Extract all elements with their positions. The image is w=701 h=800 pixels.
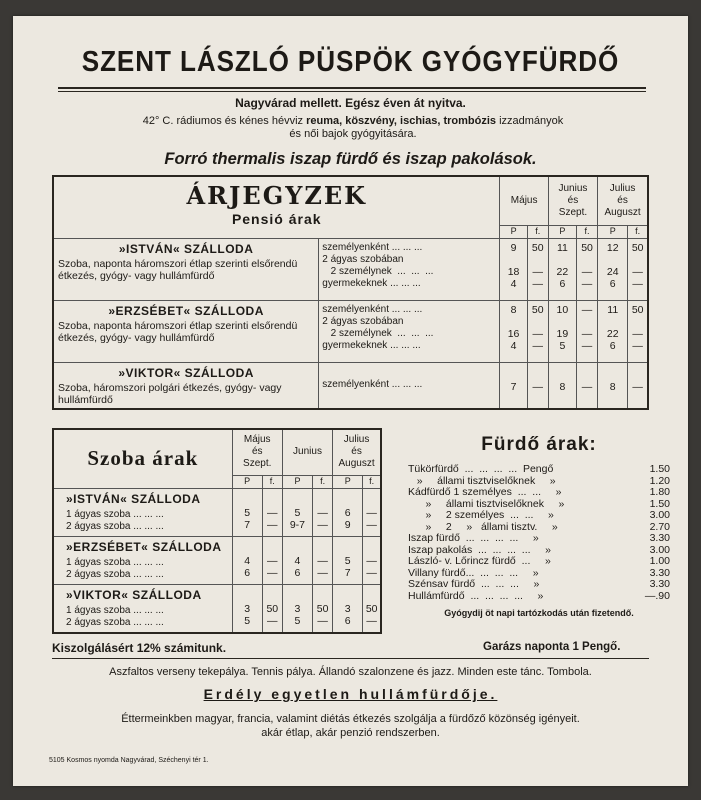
p-header: P — [500, 225, 527, 238]
hotel-name: »ISTVÁN« SZÁLLODA — [118, 241, 254, 256]
f-header: f. — [628, 225, 648, 238]
price-cell: 50 — — [262, 584, 282, 633]
room-price-table: Szoba árak Május és Szept. Junius Julius és Auguszt P f. P f. P f. »ISTVÁN« SZÁLLODA 1 ágyas szoba ... ... ... 2 ágyas szoba ... ... ... 5 7 — — 5 9-7 — — 6 9 — — »ERZSÉBET« SZÁLLODA 1 ágyas szoba ... ... ... 2 ágyas szoba ... ... ... 4 6 — — 4 6 — — 5 7 — — »VIKTOR« SZÁLLODA 1 ágyas szoba ... ... ... 2 ágyas szoba ... ... ... 3 5 50 — 3 5 50 — 3 6 50 — — [52, 428, 382, 634]
col-may-sep: Május és Szept. — [232, 429, 282, 475]
bath-item-price: 1.80 — [649, 486, 670, 498]
price-cell: 50 — — — [628, 300, 648, 362]
room-labels: 1 ágyas szoba ... ... ... 2 ágyas szoba ... ... ... — [66, 604, 164, 628]
hotel-name: »ERZSÉBET« SZÁLLODA — [108, 303, 264, 318]
col-jul-aug: Julius és Auguszt — [598, 176, 648, 225]
restaurant-line-2: akár étlap, akár penzió rendszerben. — [261, 727, 440, 739]
bath-item-label: Villany fürdő... ... ... ... » — [408, 566, 539, 579]
hotel-name: »ERZSÉBET« SZÁLLODA — [66, 539, 222, 554]
bath-item-label: László- v. Lőrincz fürdő ... » — [408, 555, 551, 567]
hotel-desc: Szoba, naponta háromszori étlap szerinti elsőrendü étkezés, gyógy- vagy hullámfürdő — [58, 257, 298, 282]
room-hotel-cell — [53, 536, 232, 584]
pension-price-table — [52, 175, 649, 410]
bath-prices — [408, 434, 670, 618]
bath-item-label: » 2 » állami tisztv. » — [408, 520, 558, 533]
footer-rule — [52, 658, 649, 659]
rate-labels: személyenként ... ... ... 2 ágyas szobában 2 személynek ... ... ... gyermekeknek ... ... ... — [319, 300, 500, 362]
hotel-desc: Szoba, háromszori polgári étkezés, gyógy- vagy hullámfürdő — [58, 381, 282, 406]
bath-item-label: Iszap pakolás ... ... ... ... » — [408, 543, 551, 556]
desc-line2: és női bajok gyógyitására. — [289, 128, 417, 140]
room-labels: 1 ágyas szoba ... ... ... 2 ágyas szoba ... ... ... — [66, 556, 164, 580]
price-cell: 5 9-7 — [282, 488, 312, 536]
price-cell: 50 — — [363, 584, 381, 633]
price-cell: 5 7 — [232, 488, 262, 536]
bath-item-price: 1.50 — [649, 463, 670, 475]
price-cell: 5 7 — [333, 536, 363, 584]
price-cell: 11 22 6 — [548, 238, 576, 300]
slogan: Erdély egyetlen hullámfürdője. — [203, 686, 498, 702]
bath-item-price: 3.00 — [649, 509, 670, 521]
bath-item-label: » állami tisztviselőknek » — [408, 474, 556, 487]
bath-item-price: 3.00 — [649, 543, 670, 556]
bath-item-price: 1.50 — [649, 497, 670, 510]
hotel-name: »VIKTOR« SZÁLLODA — [66, 587, 202, 602]
price-cell: 50 — — — [576, 238, 597, 300]
hotel-desc: Szoba, naponta háromszori étlap szerinti elsőrendü étkezés, gyógy- vagy hullámfürdő — [58, 319, 298, 344]
tagline: Forró thermalis iszap fürdő és iszap pakolások. — [164, 150, 537, 168]
bath-item-label: Szénsav fürdő ... ... ... » — [408, 578, 540, 590]
price-list-sheet — [13, 16, 688, 786]
price-cell: — — [628, 362, 648, 409]
price-cell: 50 — — — [527, 238, 548, 300]
price-cell: — — — [363, 488, 381, 536]
bath-item-price: 2.70 — [649, 520, 670, 533]
spa-description — [53, 115, 653, 141]
bath-item-price: 1.20 — [649, 474, 670, 487]
price-cell: 3 6 — [333, 584, 363, 633]
printer-imprint: 5105 Kosmos nyomda Nagyvárad, Széchenyi tér 1. — [49, 757, 209, 764]
bath-item-price: 1.00 — [649, 555, 670, 567]
f-header: f. — [527, 225, 548, 238]
bath-item-label: Hullámfürdő ... ... ... ... » — [408, 589, 544, 602]
title-rule-bottom — [58, 91, 646, 92]
price-cell: 4 6 — [232, 536, 262, 584]
bath-item-price: 3.30 — [649, 566, 670, 579]
desc-line1-post: izzadmányok — [499, 115, 564, 127]
desc-line1-pre: 42° C. rádiumos és kénes hévviz — [142, 115, 304, 127]
bath-item-label: » állami tisztviselőknek » — [408, 497, 565, 510]
service-charge: Kiszolgálásért 12% számitunk. — [52, 641, 227, 655]
pension-heading: ÁRJEGYZEK — [186, 181, 367, 210]
subtitle: Nagyvárad mellett. Egész éven át nyitva. — [235, 96, 466, 110]
price-cell: 3 5 — [232, 584, 262, 633]
col-may: Május — [500, 176, 548, 225]
restaurant-line-1: Éttermeinkben magyar, francia, valamint diétás étkezés szolgálja a fürdőző közönség igényeit. — [121, 713, 580, 725]
p-header: P — [598, 225, 628, 238]
page-title: SZENT LÁSZLÓ PÜSPÖK GYÓGYFÜRDŐ — [81, 46, 620, 78]
desc-line1-bold: reuma, köszvény, ischias, trombózis — [306, 115, 497, 127]
pension-header — [53, 176, 500, 238]
price-cell: 8 16 4 — [500, 300, 527, 362]
bath-note: Gyógydij öt napi tartózkodás után fizetendő. — [444, 608, 634, 618]
col-jun-sep: Junius és Szept. — [548, 176, 597, 225]
price-cell: — — [576, 362, 597, 409]
hotel-cell — [53, 300, 319, 362]
price-cell: — — — [262, 536, 282, 584]
price-cell: 8 — [598, 362, 628, 409]
col-jul-aug: Julius és Auguszt — [333, 429, 381, 475]
price-cell: 9 18 4 — [500, 238, 527, 300]
bath-list — [408, 464, 670, 602]
bath-item — [408, 591, 670, 603]
bath-item-price: 3.30 — [649, 578, 670, 590]
price-cell: 8 — [548, 362, 576, 409]
f-header: f. — [576, 225, 597, 238]
bath-item-price: —.90 — [644, 589, 670, 602]
room-heading: Szoba árak — [53, 429, 232, 488]
room-labels: 1 ágyas szoba ... ... ... 2 ágyas szoba ... ... ... — [66, 508, 164, 532]
rate-labels: személyenként ... ... ... — [319, 362, 500, 409]
bath-item-price: 3.30 — [649, 532, 670, 544]
room-hotel-cell — [53, 488, 232, 536]
bath-item-label: Iszap fürdő ... ... ... ... » — [408, 532, 539, 544]
price-cell: — — [527, 362, 548, 409]
price-cell: — — — — [576, 300, 597, 362]
price-cell: — — — [313, 536, 333, 584]
pension-subheading: Pensió árak — [231, 211, 322, 227]
hotel-name: »VIKTOR« SZÁLLODA — [118, 365, 254, 380]
price-cell: 11 22 6 — [598, 300, 628, 362]
price-cell: 50 — — [313, 584, 333, 633]
room-hotel-cell — [53, 584, 232, 633]
price-cell: 4 6 — [282, 536, 312, 584]
price-cell: — — — [313, 488, 333, 536]
p-header: P — [548, 225, 576, 238]
price-cell: 3 5 — [282, 584, 312, 633]
garage-info: Garázs naponta 1 Pengő. — [483, 641, 621, 653]
price-cell: 10 19 5 — [548, 300, 576, 362]
hotel-cell — [53, 362, 319, 409]
price-cell: — — — [262, 488, 282, 536]
amenities: Aszfaltos verseny tekepálya. Tennis pálya. Állandó szalonzene és jazz. Minden este tánc. Tombola. — [109, 666, 592, 678]
price-cell: 12 24 6 — [598, 238, 628, 300]
rate-labels: személyenként ... ... ... 2 ágyas szobában 2 személynek ... ... ... gyermekeknek ... ... ... — [319, 238, 500, 300]
bath-item-label: Tükörfürdő ... ... ... ... Pengő — [408, 463, 554, 475]
col-jun: Junius — [282, 429, 332, 475]
bath-item-label: » 2 személyes ... ... » — [408, 509, 554, 521]
price-cell: — — — [363, 536, 381, 584]
price-cell: 6 9 — [333, 488, 363, 536]
bath-heading: Fürdő árak: — [481, 434, 597, 455]
price-cell: 50 — — — [527, 300, 548, 362]
price-cell: 50 — — — [628, 238, 648, 300]
price-cell: 7 — [500, 362, 527, 409]
hotel-name: »ISTVÁN« SZÁLLODA — [66, 491, 201, 506]
hotel-cell — [53, 238, 319, 300]
title-rule-top — [58, 87, 646, 89]
bath-item-label: Kádfürdő 1 személyes ... ... » — [408, 486, 562, 498]
